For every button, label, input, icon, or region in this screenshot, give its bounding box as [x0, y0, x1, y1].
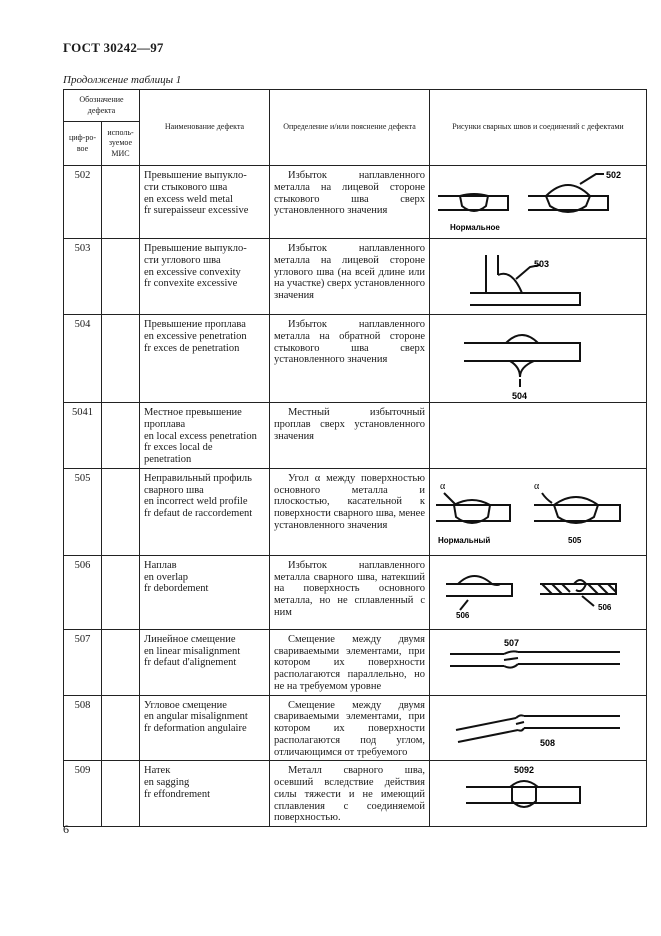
defect-definition: Угол α между поверхностью основного металла и плоскостью, касательной к поверхности сварного шва, менее установленного значения: [270, 468, 430, 555]
table-continuation-caption: Продолжение таблицы 1: [63, 74, 182, 86]
table-row: [64, 761, 647, 827]
figure-label: α: [440, 480, 446, 492]
name-line-en: en sagging: [144, 777, 190, 788]
iiw-code: [102, 695, 140, 761]
table-row: [64, 403, 647, 469]
table-row: [64, 239, 647, 315]
name-line-en: en excess weld metal: [144, 193, 233, 205]
header-name: Наименование дефекта: [140, 90, 270, 166]
name-line: Превышение выпукло-: [144, 243, 247, 254]
name-line-en: en linear misalignment: [144, 645, 241, 657]
defect-code: 509: [64, 761, 102, 827]
name-line: проплава: [144, 418, 186, 430]
defect-definition: Местный избыточный проплав сверх установленного значения: [270, 403, 430, 469]
defect-figure: [430, 315, 647, 403]
name-line-en: en angular misalignment: [144, 711, 248, 723]
name-line-en: en incorrect weld profile: [144, 496, 248, 508]
iiw-code: [102, 629, 140, 695]
defect-code: 506: [64, 555, 102, 629]
iiw-code: [102, 403, 140, 469]
iiw-code: [102, 468, 140, 555]
page-number: 6: [63, 822, 69, 836]
figure-502: [430, 166, 647, 238]
defect-definition: Смещение между двумя свариваемыми элементами, при котором их поверхности располагаются под углом, отличающимся от требуемого: [270, 695, 430, 761]
figure-label: 502: [606, 170, 622, 180]
table-row: [64, 315, 647, 403]
defect-name: [140, 629, 270, 695]
figure-509: [430, 761, 647, 825]
name-line: Наплав: [144, 559, 177, 571]
figure-505: [430, 469, 647, 555]
figure-label: 506: [598, 602, 612, 612]
figure-label: Нормальное: [450, 223, 500, 232]
name-line: сти углового шва: [144, 254, 221, 266]
iiw-code: [102, 555, 140, 629]
figure-label: Нормальный: [438, 535, 491, 545]
defect-figure: [430, 761, 647, 827]
header-designation: Обозначение дефекта: [64, 90, 140, 122]
defect-code: 5041: [64, 403, 102, 469]
header-iiw: исполь-зуемое МИС: [102, 122, 140, 166]
name-line-en: en local excess penetration: [144, 430, 257, 442]
name-line-fr: fr effondrement: [144, 788, 210, 800]
figure-503: [430, 239, 647, 314]
defect-figure: [430, 468, 647, 555]
defect-figure: [430, 166, 647, 239]
defect-name: [140, 468, 270, 555]
name-line-fr: fr convexite excessive: [144, 278, 238, 290]
defect-code: 504: [64, 315, 102, 403]
name-line: Линейное смещение: [144, 633, 236, 645]
name-line-en: en excessive convexity: [144, 266, 241, 278]
defect-definition: Металл сварного шва, осевший вследствие действия силы тяжести и не имеющий сплавления с соединяемой поверхностью.: [270, 761, 430, 827]
name-line-fr: penetration: [144, 454, 192, 465]
figure-507: [430, 630, 647, 691]
name-line: Неправильный профиль: [144, 472, 252, 484]
name-line-en: en overlap: [144, 571, 189, 583]
defect-definition: Избыток наплавленного металла сварного шва, натекший на поверхность основного металла, но не сплавленный с ним: [270, 555, 430, 629]
table-row: [64, 166, 647, 239]
defect-name: [140, 695, 270, 761]
iiw-code: [102, 761, 140, 827]
defect-code: 502: [64, 166, 102, 239]
figure-label: 503: [534, 259, 550, 269]
defect-name: [140, 315, 270, 403]
name-line-fr: fr defaut de raccordement: [144, 508, 253, 519]
name-line: Превышение выпукло-: [144, 170, 247, 181]
defect-figure: [430, 555, 647, 629]
figure-506: [430, 556, 647, 629]
table-row: [64, 555, 647, 629]
figure-label: 507: [504, 637, 520, 648]
name-line-en: en excessive penetration: [144, 330, 247, 342]
name-line-fr: fr exces local de: [144, 442, 213, 454]
name-line: сти стыкового шва: [144, 181, 228, 193]
figure-504: [430, 315, 647, 402]
iiw-code: [102, 239, 140, 315]
iiw-code: [102, 315, 140, 403]
defect-code: 507: [64, 629, 102, 695]
defect-figure: [430, 695, 647, 761]
name-line-fr: fr deformation angulaire: [144, 723, 247, 734]
defects-table: [63, 89, 647, 827]
name-line-fr: fr debordement: [144, 583, 209, 595]
header-figures: Рисунки сварных швов и соединений с дефектами: [430, 90, 647, 166]
name-line-fr: fr defaut d'alignement: [144, 657, 237, 669]
name-line: сварного шва: [144, 484, 204, 496]
figure-label: 508: [540, 737, 556, 748]
name-line-fr: fr exces de penetration: [144, 342, 240, 354]
table-row: [64, 629, 647, 695]
defect-definition: Смещение между двумя свариваемыми элементами, при котором их поверхности располагаются параллельно, но не на требуемом уровне: [270, 629, 430, 695]
defect-code: 505: [64, 468, 102, 555]
iiw-code: [102, 166, 140, 239]
defect-definition: Избыток наплавленного металла на лицевой стороне стыкового шва сверх установленного значения: [270, 166, 430, 239]
defect-name: [140, 403, 270, 469]
name-line: Натек: [144, 765, 171, 777]
figure-label: 506: [456, 610, 470, 620]
defect-name: [140, 761, 270, 827]
name-line: Угловое смещение: [144, 699, 227, 711]
defect-definition: Избыток наплавленного металла на лицевой стороне углового шва (на всей длине или на участке) сверх установленного значения: [270, 239, 430, 315]
defect-name: [140, 166, 270, 239]
table-row: [64, 468, 647, 555]
table-row: [64, 695, 647, 761]
defect-figure: [430, 629, 647, 695]
figure-label: 505: [568, 535, 582, 545]
defect-figure: [430, 403, 647, 469]
name-line: Превышение проплава: [144, 319, 246, 330]
defect-name: [140, 555, 270, 629]
defect-code: 503: [64, 239, 102, 315]
name-line-fr: fr surepaisseur excessive: [144, 205, 249, 217]
defect-code: 508: [64, 695, 102, 761]
standard-title: ГОСТ 30242—97: [63, 40, 164, 55]
header-definition: Определение и/или пояснение дефекта: [270, 90, 430, 166]
figure-label: α: [534, 480, 540, 492]
defect-definition: Избыток наплавленного металла на обратной стороне стыкового шва сверх установленного значения: [270, 315, 430, 403]
figure-label: 504: [512, 391, 528, 401]
defect-figure: [430, 239, 647, 315]
name-line: Местное превышение: [144, 407, 242, 418]
header-code: циф-ро-вое: [64, 122, 102, 166]
figure-label: 5092: [514, 765, 535, 776]
figure-508: [430, 696, 647, 754]
defect-name: [140, 239, 270, 315]
